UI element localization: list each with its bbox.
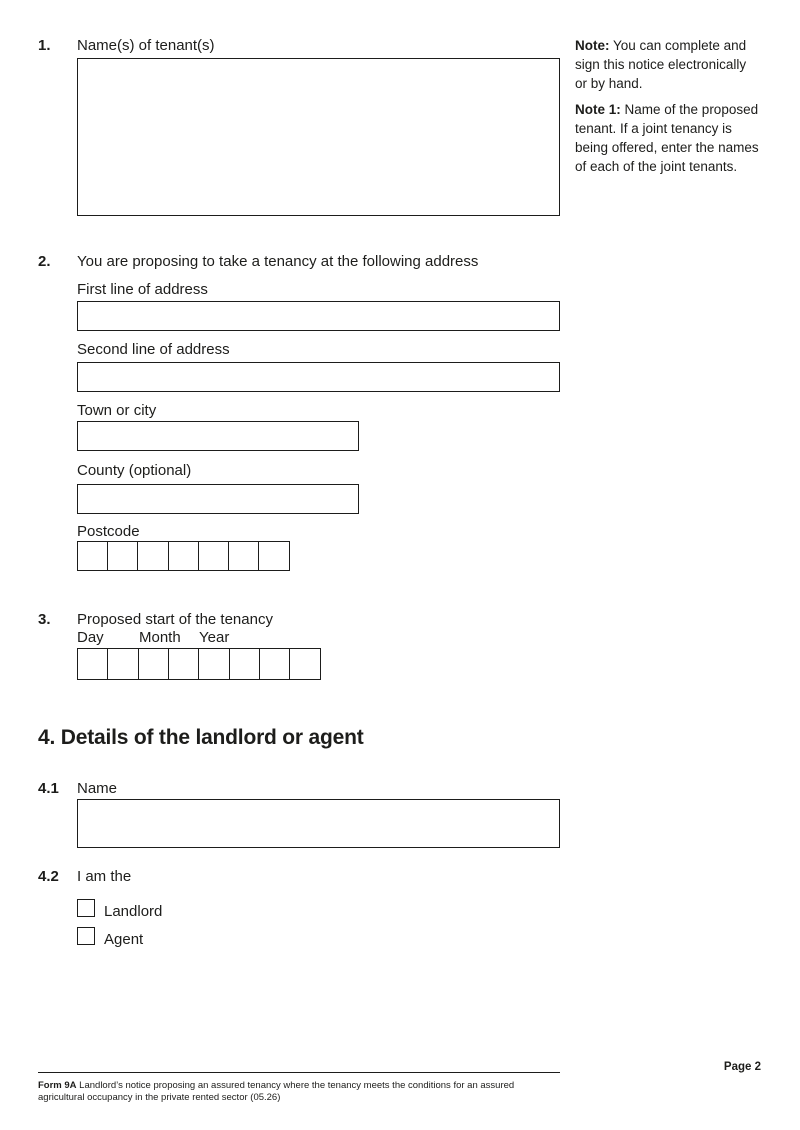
- note-general: [575, 36, 760, 93]
- note-1-bold: Note 1:: [575, 102, 621, 117]
- q42-number: 4.2: [38, 868, 59, 885]
- year-label: Year: [199, 629, 230, 646]
- agent-option-label: Agent: [104, 931, 144, 948]
- address-line1-label: First line of address: [77, 281, 208, 298]
- q41-number: 4.1: [38, 780, 59, 797]
- tenant-names-field[interactable]: [77, 58, 560, 216]
- town-field[interactable]: [77, 421, 359, 451]
- month-label: Month: [139, 629, 181, 646]
- q2-number: 2.: [38, 253, 51, 270]
- footer-text: [38, 1080, 560, 1104]
- date-cell[interactable]: [290, 649, 320, 679]
- landlord-name-field[interactable]: [77, 799, 560, 848]
- postcode-cell[interactable]: [108, 542, 138, 570]
- date-cell[interactable]: [199, 649, 229, 679]
- postcode-cell[interactable]: [78, 542, 108, 570]
- q2-label: You are proposing to take a tenancy at the following address: [77, 253, 479, 270]
- date-cell[interactable]: [260, 649, 290, 679]
- landlord-option-label: Landlord: [104, 903, 163, 920]
- county-field[interactable]: [77, 484, 359, 514]
- postcode-label: Postcode: [77, 523, 140, 540]
- date-cell[interactable]: [78, 649, 108, 679]
- postcode-cell[interactable]: [169, 542, 199, 570]
- note-general-text: You can complete and sign this notice electronically or by hand.: [575, 38, 747, 91]
- note-1-text: Name of the proposed tenant. If a joint tenancy is being offered, enter the names of each of the joint tenants.: [575, 102, 759, 174]
- postcode-cell[interactable]: [259, 542, 289, 570]
- landlord-checkbox[interactable]: [77, 899, 95, 917]
- date-cell[interactable]: [169, 649, 199, 679]
- q3-label: Proposed start of the tenancy: [77, 611, 273, 628]
- footer-rule: [38, 1072, 560, 1073]
- start-date-field[interactable]: [77, 648, 321, 680]
- postcode-cell[interactable]: [138, 542, 168, 570]
- q41-label: Name: [77, 780, 118, 797]
- postcode-cell[interactable]: [229, 542, 259, 570]
- q3-number: 3.: [38, 611, 51, 628]
- form-id: Form 9A: [38, 1080, 77, 1091]
- town-label: Town or city: [77, 402, 157, 419]
- date-cell[interactable]: [108, 649, 138, 679]
- postcode-field[interactable]: [77, 541, 290, 571]
- note-1: [575, 100, 760, 176]
- date-cell[interactable]: [230, 649, 260, 679]
- address-line2-label: Second line of address: [77, 341, 230, 358]
- county-label: County (optional): [77, 462, 192, 479]
- address-line2-field[interactable]: [77, 362, 560, 392]
- q42-label: I am the: [77, 868, 132, 885]
- page-number: Page 2: [723, 1061, 761, 1073]
- address-line1-field[interactable]: [77, 301, 560, 331]
- postcode-cell[interactable]: [199, 542, 229, 570]
- date-cell[interactable]: [139, 649, 169, 679]
- q1-label: Name(s) of tenant(s): [77, 37, 215, 54]
- note-general-bold: Note:: [575, 38, 610, 53]
- agent-checkbox[interactable]: [77, 927, 95, 945]
- section-4-heading: 4. Details of the landlord or agent: [38, 726, 364, 749]
- q1-number: 1.: [38, 37, 51, 54]
- day-label: Day: [77, 629, 104, 646]
- form-description: Landlord’s notice proposing an assured tenancy where the tenancy meets the conditions for an assured agricultural occupancy in the private rented sector (05.26): [38, 1080, 515, 1103]
